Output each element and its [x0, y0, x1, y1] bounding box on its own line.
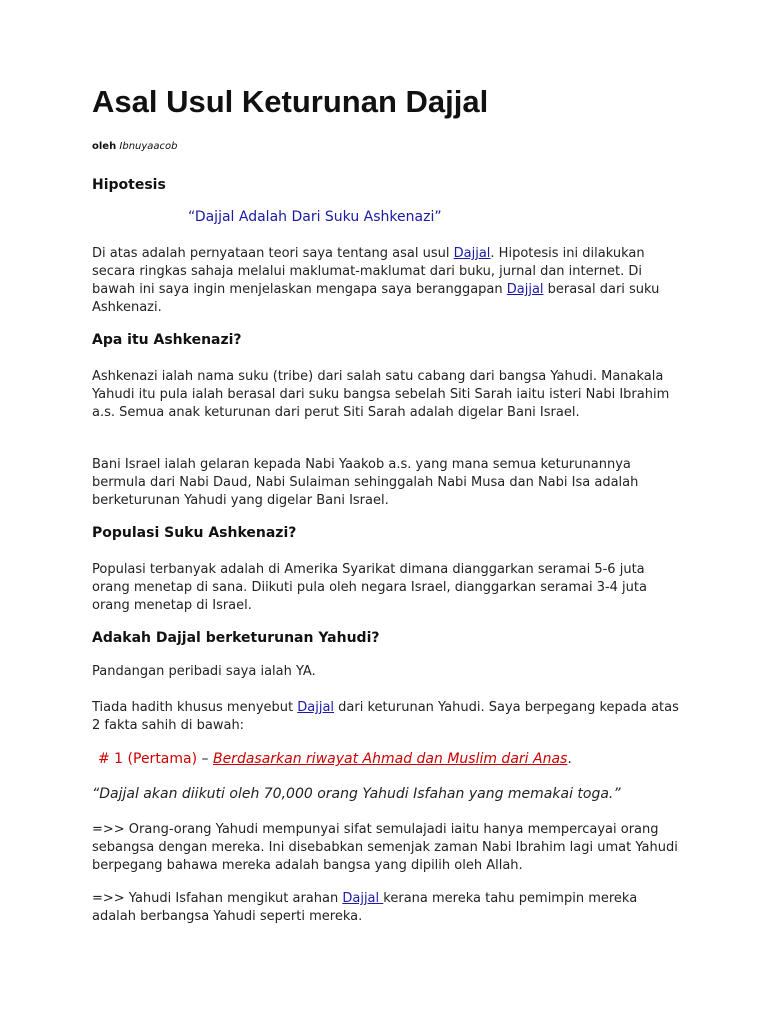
fact-1-dash: –: [197, 751, 213, 767]
hadith-quote: “Dajjal akan diikuti oleh 70,000 orang Yahudi Isfahan yang memakai toga.”: [92, 786, 621, 802]
dajjal-link[interactable]: Dajjal: [506, 282, 544, 297]
dajjal-link[interactable]: Dajjal: [342, 891, 384, 906]
paragraph-text: . Hipotesis ini dilakukan secara ringkas sahaja melalui maklumat-maklumat dari buku, jurnal dan internet. Di bawah ini saya ingin menjelaskan mengapa saya beranggapan: [92, 246, 645, 297]
dajjal-link[interactable]: Dajjal: [297, 700, 335, 715]
paragraph-point-1: =>> Orang-orang Yahudi mempunyai sifat semulajadi iaitu hanya mempercayai orang sebangsa dengan mereka. Ini disebabkan semenjak zaman Nabi Ibrahim lagi umat Yahudi berpegang bahawa mereka adalah bangsa yang dipilih oleh Allah.: [92, 822, 678, 873]
page-title: Asal Usul Keturunan Dajjal: [92, 84, 489, 119]
paragraph-bani-israel: Bani Israel ialah gelaran kepada Nabi Yaakob a.s. yang mana semua keturunannya bermula dari Nabi Daud, Nabi Sulaiman sehinggalah Nabi Musa dan Nabi Isa adalah berketurunan Yahudi yang digelar Bani Israel.: [92, 457, 639, 508]
paragraph-pandangan: Pandangan peribadi saya ialah YA.: [92, 664, 316, 679]
byline: [92, 141, 178, 152]
paragraph-intro: [92, 245, 682, 317]
fact-1-end: .: [567, 751, 572, 767]
paragraph-text: Tiada hadith khusus menyebut: [92, 700, 298, 715]
paragraph-text: =>> Yahudi Isfahan mengikut arahan: [92, 891, 343, 906]
fact-1-source: Berdasarkan riwayat Ahmad dan Muslim dari Anas: [212, 751, 568, 767]
heading-populasi: Populasi Suku Ashkenazi?: [92, 525, 297, 541]
paragraph-populasi: Populasi terbanyak adalah di Amerika Syarikat dimana dianggarkan seramai 5-6 juta orang menetap di sana. Diikuti pula oleh negara Israel, dianggarkan seramai 3-4 juta orang menetap di Israel.: [92, 562, 647, 613]
byline-author: Ibnuyaacob: [119, 141, 178, 152]
fact-1-line: [98, 750, 688, 768]
paragraph-tiada-hadith: [92, 699, 682, 735]
heading-apa-itu-ashkenazi: Apa itu Ashkenazi?: [92, 332, 242, 348]
heading-hipotesis: Hipotesis: [92, 177, 166, 193]
heading-adakah-dajjal: Adakah Dajjal berketurunan Yahudi?: [92, 630, 380, 646]
paragraph-text: berasal dari suku Ashkenazi.: [92, 282, 660, 315]
paragraph-point-2: [92, 890, 682, 926]
fact-1-number: # 1 (Pertama): [98, 751, 198, 767]
paragraph-text: dari keturunan Yahudi. Saya berpegang kepada atas 2 fakta sahih di bawah:: [92, 700, 679, 733]
hypothesis-quote: “Dajjal Adalah Dari Suku Ashkenazi”: [188, 209, 442, 225]
paragraph-text: Di atas adalah pernyataan teori saya tentang asal usul: [92, 246, 454, 261]
dajjal-link[interactable]: Dajjal: [453, 246, 491, 261]
paragraph-text: kerana mereka tahu pemimpin mereka adalah berbangsa Yahudi seperti mereka.: [92, 891, 638, 924]
paragraph-ashkenazi: Ashkenazi ialah nama suku (tribe) dari salah satu cabang dari bangsa Yahudi. Manakala Yahudi itu pula ialah berasal dari suku bangsa sebelah Siti Sarah iaitu isteri Nabi Ibrahim a.s. Semua anak keturunan dari perut Siti Sarah adalah digelar Bani Israel.: [92, 369, 670, 420]
byline-prefix: oleh: [92, 141, 117, 152]
